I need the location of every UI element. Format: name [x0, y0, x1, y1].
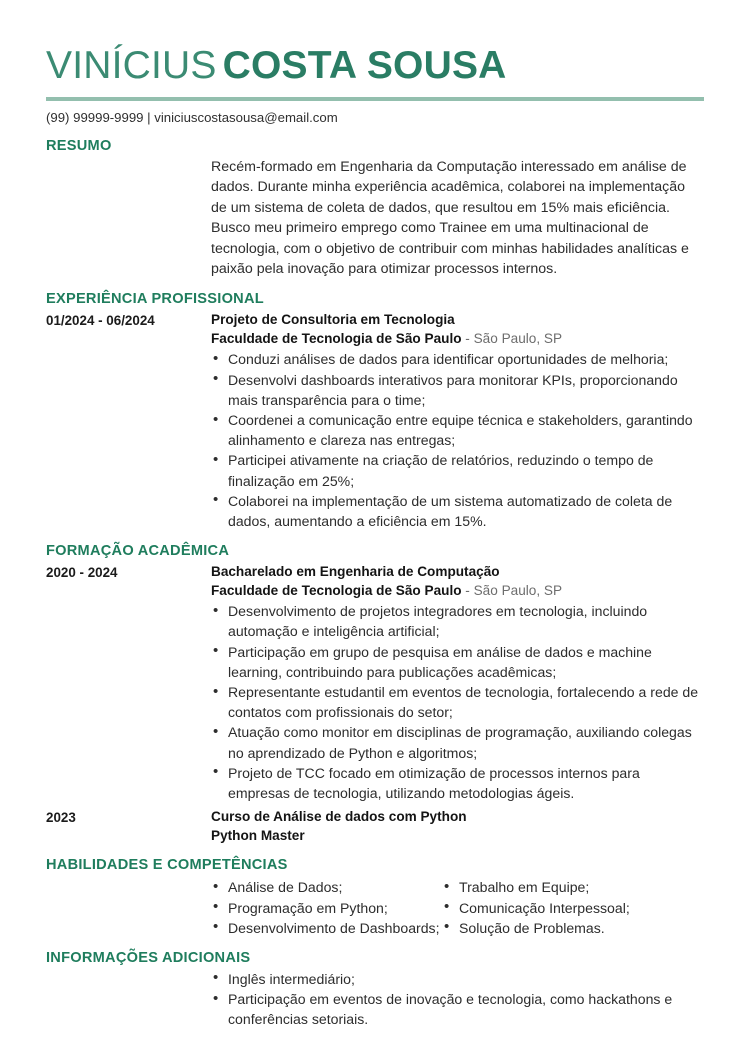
education-entry-body — [211, 807, 704, 845]
education-entry-org-location: - São Paulo, SP — [461, 583, 563, 599]
list-item: • Trabalho em Equipe; — [442, 877, 704, 897]
candidate-first-name: VINÍCIUS — [46, 44, 217, 87]
header-divider — [46, 97, 704, 101]
candidate-last-name: COSTA SOUSA — [222, 44, 507, 87]
education-entry-date: 2020 - 2024 — [46, 565, 118, 581]
education-entry-org — [211, 581, 704, 600]
experience-entry-org-name: Faculdade de Tecnologia de São Paulo — [211, 331, 462, 347]
list-item: • Colaborei na implementação de um sistema automatizado de coleta de dados, aumentando a eficiência em 15%. — [211, 491, 704, 531]
list-item: • Análise de Dados; — [211, 877, 442, 897]
list-item: • Comunicação Interpessoal; — [442, 898, 704, 918]
list-item: • Atuação como monitor em disciplinas de programação, auxiliando colegas no aprendizado de Python e algoritmos; — [211, 722, 704, 762]
education-entry-title: Bacharelado em Engenharia de Computação — [211, 564, 500, 580]
education-entry — [46, 807, 704, 845]
skills-column-right — [442, 876, 704, 938]
resume-header — [46, 44, 704, 126]
contact-line: (99) 99999-9999 | viniciuscostasousa@email.com — [46, 110, 338, 125]
experience-entry — [46, 310, 704, 531]
list-item: • Participação em grupo de pesquisa em análise de dados e machine learning, contribuindo para publicações acadêmicas; — [211, 642, 704, 682]
education-entry-date: 2023 — [46, 810, 76, 826]
skills-columns — [46, 876, 704, 938]
experience-entry-title: Projeto de Consultoria em Tecnologia — [211, 312, 455, 328]
education-entry-org — [211, 826, 704, 845]
list-item: • Representante estudantil em eventos de tecnologia, fortalecendo a rede de contatos com profissionais do setor; — [211, 682, 704, 722]
section-additional — [46, 949, 704, 1030]
experience-bullet-list — [211, 349, 704, 531]
education-entry-org-name: Faculdade de Tecnologia de São Paulo — [211, 583, 462, 599]
list-item: • Participação em eventos de inovação e tecnologia, como hackathons e conferências setoriais. — [211, 989, 704, 1029]
section-heading-education: FORMAÇÃO ACADÊMICA — [46, 543, 230, 560]
education-entry — [46, 562, 704, 803]
section-skills — [46, 856, 704, 938]
experience-entry-date: 01/2024 - 06/2024 — [46, 313, 155, 329]
section-experience — [46, 290, 704, 531]
summary-block — [46, 157, 704, 279]
experience-entry-org — [211, 329, 704, 348]
section-heading-experience: EXPERIÊNCIA PROFISSIONAL — [46, 291, 264, 308]
experience-entry-body — [211, 310, 704, 531]
skills-list-right — [442, 877, 704, 938]
list-item: • Inglês intermediário; — [211, 969, 704, 989]
skills-list-left — [211, 877, 442, 938]
list-item: • Coordenei a comunicação entre equipe técnica e stakeholders, garantindo alinhamento e clareza nas entregas; — [211, 410, 704, 450]
additional-block — [46, 969, 704, 1030]
education-bullet-list — [211, 601, 704, 803]
list-item: • Solução de Problemas. — [442, 918, 704, 938]
section-heading-additional: INFORMAÇÕES ADICIONAIS — [46, 949, 251, 966]
list-item: • Desenvolvimento de projetos integradores em tecnologia, incluindo automação e inteligência artificial; — [211, 601, 704, 641]
list-item: • Conduzi análises de dados para identificar oportunidades de melhoria; — [211, 349, 704, 369]
list-item: • Projeto de TCC focado em otimização de processos internos para empresas de tecnologia, utilizando metodologias ágeis. — [211, 763, 704, 803]
experience-entry-org-location: - São Paulo, SP — [461, 331, 563, 347]
education-entry-title: Curso de Análise de dados com Python — [211, 809, 467, 825]
summary-text: Recém-formado em Engenharia da Computação interessado em análise de dados. Durante minha experiência acadêmica, colaborei na implementação de um sistema de coleta de dados, que resultou em 15% mais eficiência. Busco meu primeiro emprego como Trainee em uma multinacional de tecnologia, com o objetivo de contribuir com minhas habilidades analíticas e paixão pela inovação para otimizar processos internos. — [211, 159, 689, 278]
list-item: • Desenvolvimento de Dashboards; — [211, 918, 442, 938]
candidate-name — [46, 44, 704, 88]
skills-column-left — [211, 876, 442, 938]
section-education — [46, 542, 704, 845]
section-summary — [46, 137, 704, 279]
section-heading-summary: RESUMO — [46, 138, 112, 154]
additional-list — [211, 969, 704, 1030]
list-item: • Programação em Python; — [211, 898, 442, 918]
section-heading-skills: HABILIDADES E COMPETÊNCIAS — [46, 857, 288, 874]
list-item: • Participei ativamente na criação de relatórios, reduzindo o tempo de finalização em 25%; — [211, 450, 704, 490]
list-item: • Desenvolvi dashboards interativos para monitorar KPIs, proporcionando mais transparência para o time; — [211, 370, 704, 410]
education-entry-org-name: Python Master — [211, 828, 305, 844]
education-entry-body — [211, 562, 704, 803]
